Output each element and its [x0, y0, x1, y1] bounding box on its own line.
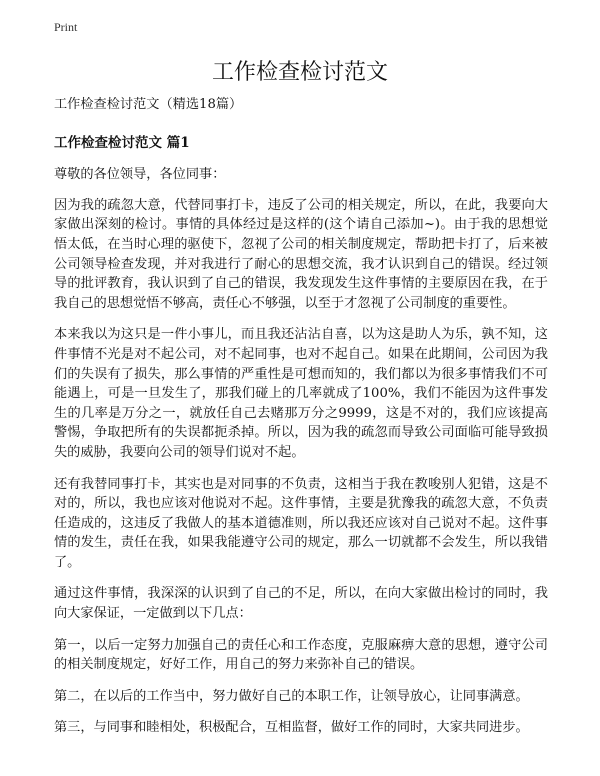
print-link[interactable]: Print	[54, 20, 78, 34]
paragraph-4: 通过这件事情，我深深的认识到了自己的不足，所以，在向大家做出检讨的同时，我向大家保证，一定做到以下几点：	[54, 586, 548, 622]
paragraph-5: 第一，以后一定努力加强自己的责任心和工作态度，克服麻痹大意的思想，遵守公司的相关制度规定，好好工作，用自己的努力来弥补自己的错误。	[54, 637, 548, 673]
paragraph-1: 因为我的疏忽大意，代替同事打卡，违反了公司的相关规定，所以，在此，我要向大家做出深刻的检讨。事情的具体经过是这样的(这个请自己添加~)。由于我的思想觉悟太低，在当时心理的驱使下，忽视了公司的相关制度规定，帮助把卡打了，后来被公司领导检查发现，并对我进行了耐心的思想交流，我才认识到自己的错误。经过领导的批评教育，我认识到了自己的错误，我发现发生这件事情的主要原因在我，在于我自己的思想觉悟不够高，责任心不够强，以至于才忽视了公司制度的重要性。	[54, 197, 548, 311]
greeting: 尊敬的各位领导，各位同事：	[54, 167, 226, 183]
paragraph-2: 本来我以为这只是一件小事儿，而且我还沾沾自喜，以为这是助人为乐，孰不知，这件事情不光是对不起公司，对不起同事，也对不起自己。如果在此期间，公司因为我们的失误有了损失，那么事情的严重性是可想而知的，我们都以为很多事情我们不可能遇上，可是一旦发生了，那我们碰上的几率就成了100%，我们不能因为这件事发生的几率是万分之一，就放任自己去赌那万分之9999，这是不对的，我们应该提高警惕，争取把所有的失误都扼杀掉。所以，因为我的疏忽而导致公司面临可能导致损失的威胁，我要向公司的领导们说对不起。	[54, 327, 548, 460]
section-heading: 工作检查检讨范文 篇1	[54, 134, 190, 151]
paragraph-3: 还有我替同事打卡，其实也是对同事的不负责，这相当于我在教唆别人犯错，这是不对的，所以，我也应该对他说对不起。这件事情，主要是犹豫我的疏忽大意，不负责任造成的，这违反了我做人的基本道德准则，所以我还应该对自己说对不起。这件事情的发生，责任在我，如果我能遵守公司的规定，那么一切就都不会发生，所以我错了。	[54, 476, 548, 570]
document-body	[54, 95, 548, 750]
paragraph-7: 第三，与同事和睦相处，积极配合，互相监督，做好工作的同时，大家共同进步。	[54, 720, 529, 736]
document-subtitle: 工作检查检讨范文（精选18篇）	[54, 97, 243, 112]
document-title: 工作检查检讨范文	[211, 60, 388, 85]
paragraph-6: 第二，在以后的工作当中，努力做好自己的本职工作，让领导放心，让同事满意。	[54, 688, 529, 704]
